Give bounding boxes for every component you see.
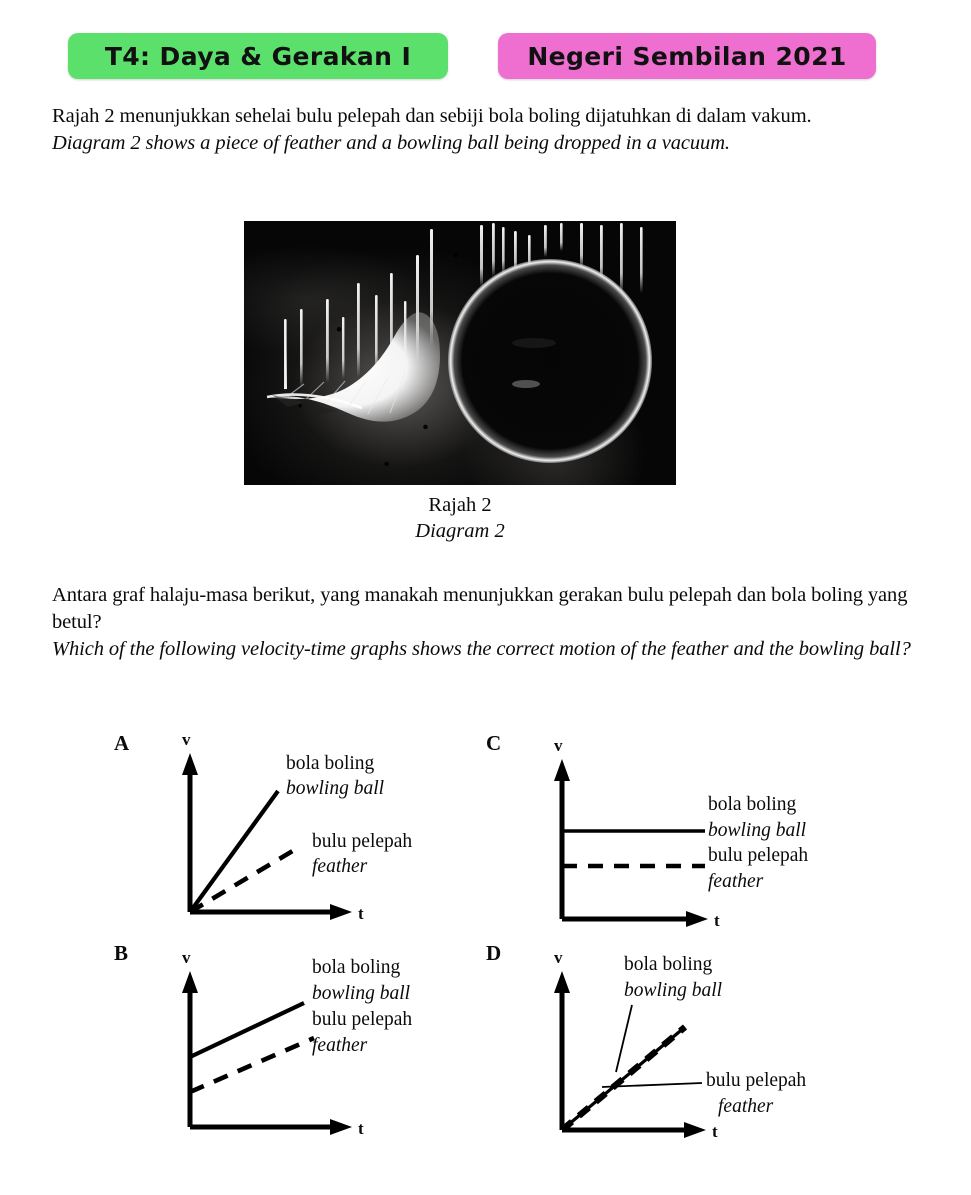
- option-a-ball-label-malay: bola boling: [286, 753, 375, 774]
- option-c-ball-label-malay: bola boling: [708, 794, 797, 815]
- option-c-feather-label-malay: bulu pelepah: [708, 845, 809, 866]
- feather-shape: [267, 312, 440, 421]
- figure-caption: [244, 492, 676, 544]
- question-stem: [52, 103, 932, 157]
- option-a-feather-label-malay: bulu pelepah: [312, 831, 413, 852]
- option-b-t-arrowhead: [330, 1119, 352, 1135]
- state-year-tag-label: Negeri Sembilan 2021: [527, 41, 847, 71]
- answer-option-b[interactable]: [100, 935, 530, 1150]
- option-d-v-arrowhead: [554, 971, 570, 993]
- bowling-ball-shape: [448, 259, 652, 463]
- topic-tag: [68, 33, 448, 79]
- option-d-letter: D: [486, 941, 502, 965]
- option-b-v-arrowhead: [182, 971, 198, 993]
- option-a-v-axis-label: v: [182, 730, 191, 749]
- option-a-feather-line: [190, 849, 296, 912]
- option-b-letter: B: [114, 941, 129, 965]
- option-a-t-axis-label: t: [358, 904, 364, 923]
- option-d-ball-label-english: bowling ball: [624, 980, 723, 1001]
- option-b-feather-label-malay: bulu pelepah: [312, 1009, 413, 1030]
- option-d-feather-label-english: feather: [718, 1096, 774, 1117]
- option-a-letter: A: [114, 731, 130, 755]
- option-a-v-arrowhead: [182, 753, 198, 775]
- answer-option-a[interactable]: [100, 725, 530, 940]
- question-prompt: [52, 582, 932, 663]
- photo-contents: [244, 221, 676, 485]
- option-a-feather-label-english: feather: [312, 856, 368, 877]
- answer-option-d[interactable]: [480, 935, 910, 1150]
- question-stem-english: Diagram 2 shows a piece of feather and a bowling ball being dropped in a vacuum.: [52, 132, 730, 154]
- option-c-letter: C: [486, 731, 502, 755]
- option-c-graph: [480, 725, 910, 940]
- option-b-ball-label-english: bowling ball: [312, 983, 411, 1004]
- option-c-ball-label-english: bowling ball: [708, 820, 807, 841]
- option-c-v-axis-label: v: [554, 736, 563, 755]
- question-stem-malay: Rajah 2 menunjukkan sehelai bulu pelepah dan sebiji bola boling dijatuhkan di dalam vakum.: [52, 105, 812, 127]
- vacuum-drop-photograph: [244, 221, 676, 485]
- option-c-v-arrowhead: [554, 759, 570, 781]
- option-a-bowling-ball-line: [190, 791, 278, 912]
- option-b-ball-label-malay: bola boling: [312, 957, 401, 978]
- option-a-ball-label-english: bowling ball: [286, 778, 385, 799]
- topic-tag-label: T4: Daya & Gerakan I: [104, 41, 412, 71]
- state-year-tag: [498, 33, 876, 79]
- option-b-t-axis-label: t: [358, 1119, 364, 1138]
- option-d-t-axis-label: t: [712, 1122, 718, 1141]
- option-c-t-arrowhead: [686, 911, 708, 927]
- option-c-feather-label-english: feather: [708, 871, 764, 892]
- figure-caption-malay: Rajah 2: [428, 494, 492, 516]
- question-prompt-malay: Antara graf halaju-masa berikut, yang manakah menunjukkan gerakan bulu pelepah dan bola boling yang betul?: [52, 584, 908, 633]
- option-b-feather-label-english: feather: [312, 1035, 368, 1056]
- option-d-v-axis-label: v: [554, 948, 563, 967]
- option-b-v-axis-label: v: [182, 948, 191, 967]
- option-d-feather-label-malay: bulu pelepah: [706, 1070, 807, 1091]
- option-d-ball-leader-line: [616, 1005, 632, 1072]
- option-d-ball-label-malay: bola boling: [624, 954, 713, 975]
- question-prompt-english: Which of the following velocity-time graphs shows the correct motion of the feather and the bowling ball?: [52, 638, 911, 660]
- answer-option-c[interactable]: [480, 725, 910, 940]
- option-d-t-arrowhead: [684, 1122, 706, 1138]
- option-c-t-axis-label: t: [714, 911, 720, 930]
- option-a-t-arrowhead: [330, 904, 352, 920]
- figure-caption-english: Diagram 2: [415, 520, 505, 542]
